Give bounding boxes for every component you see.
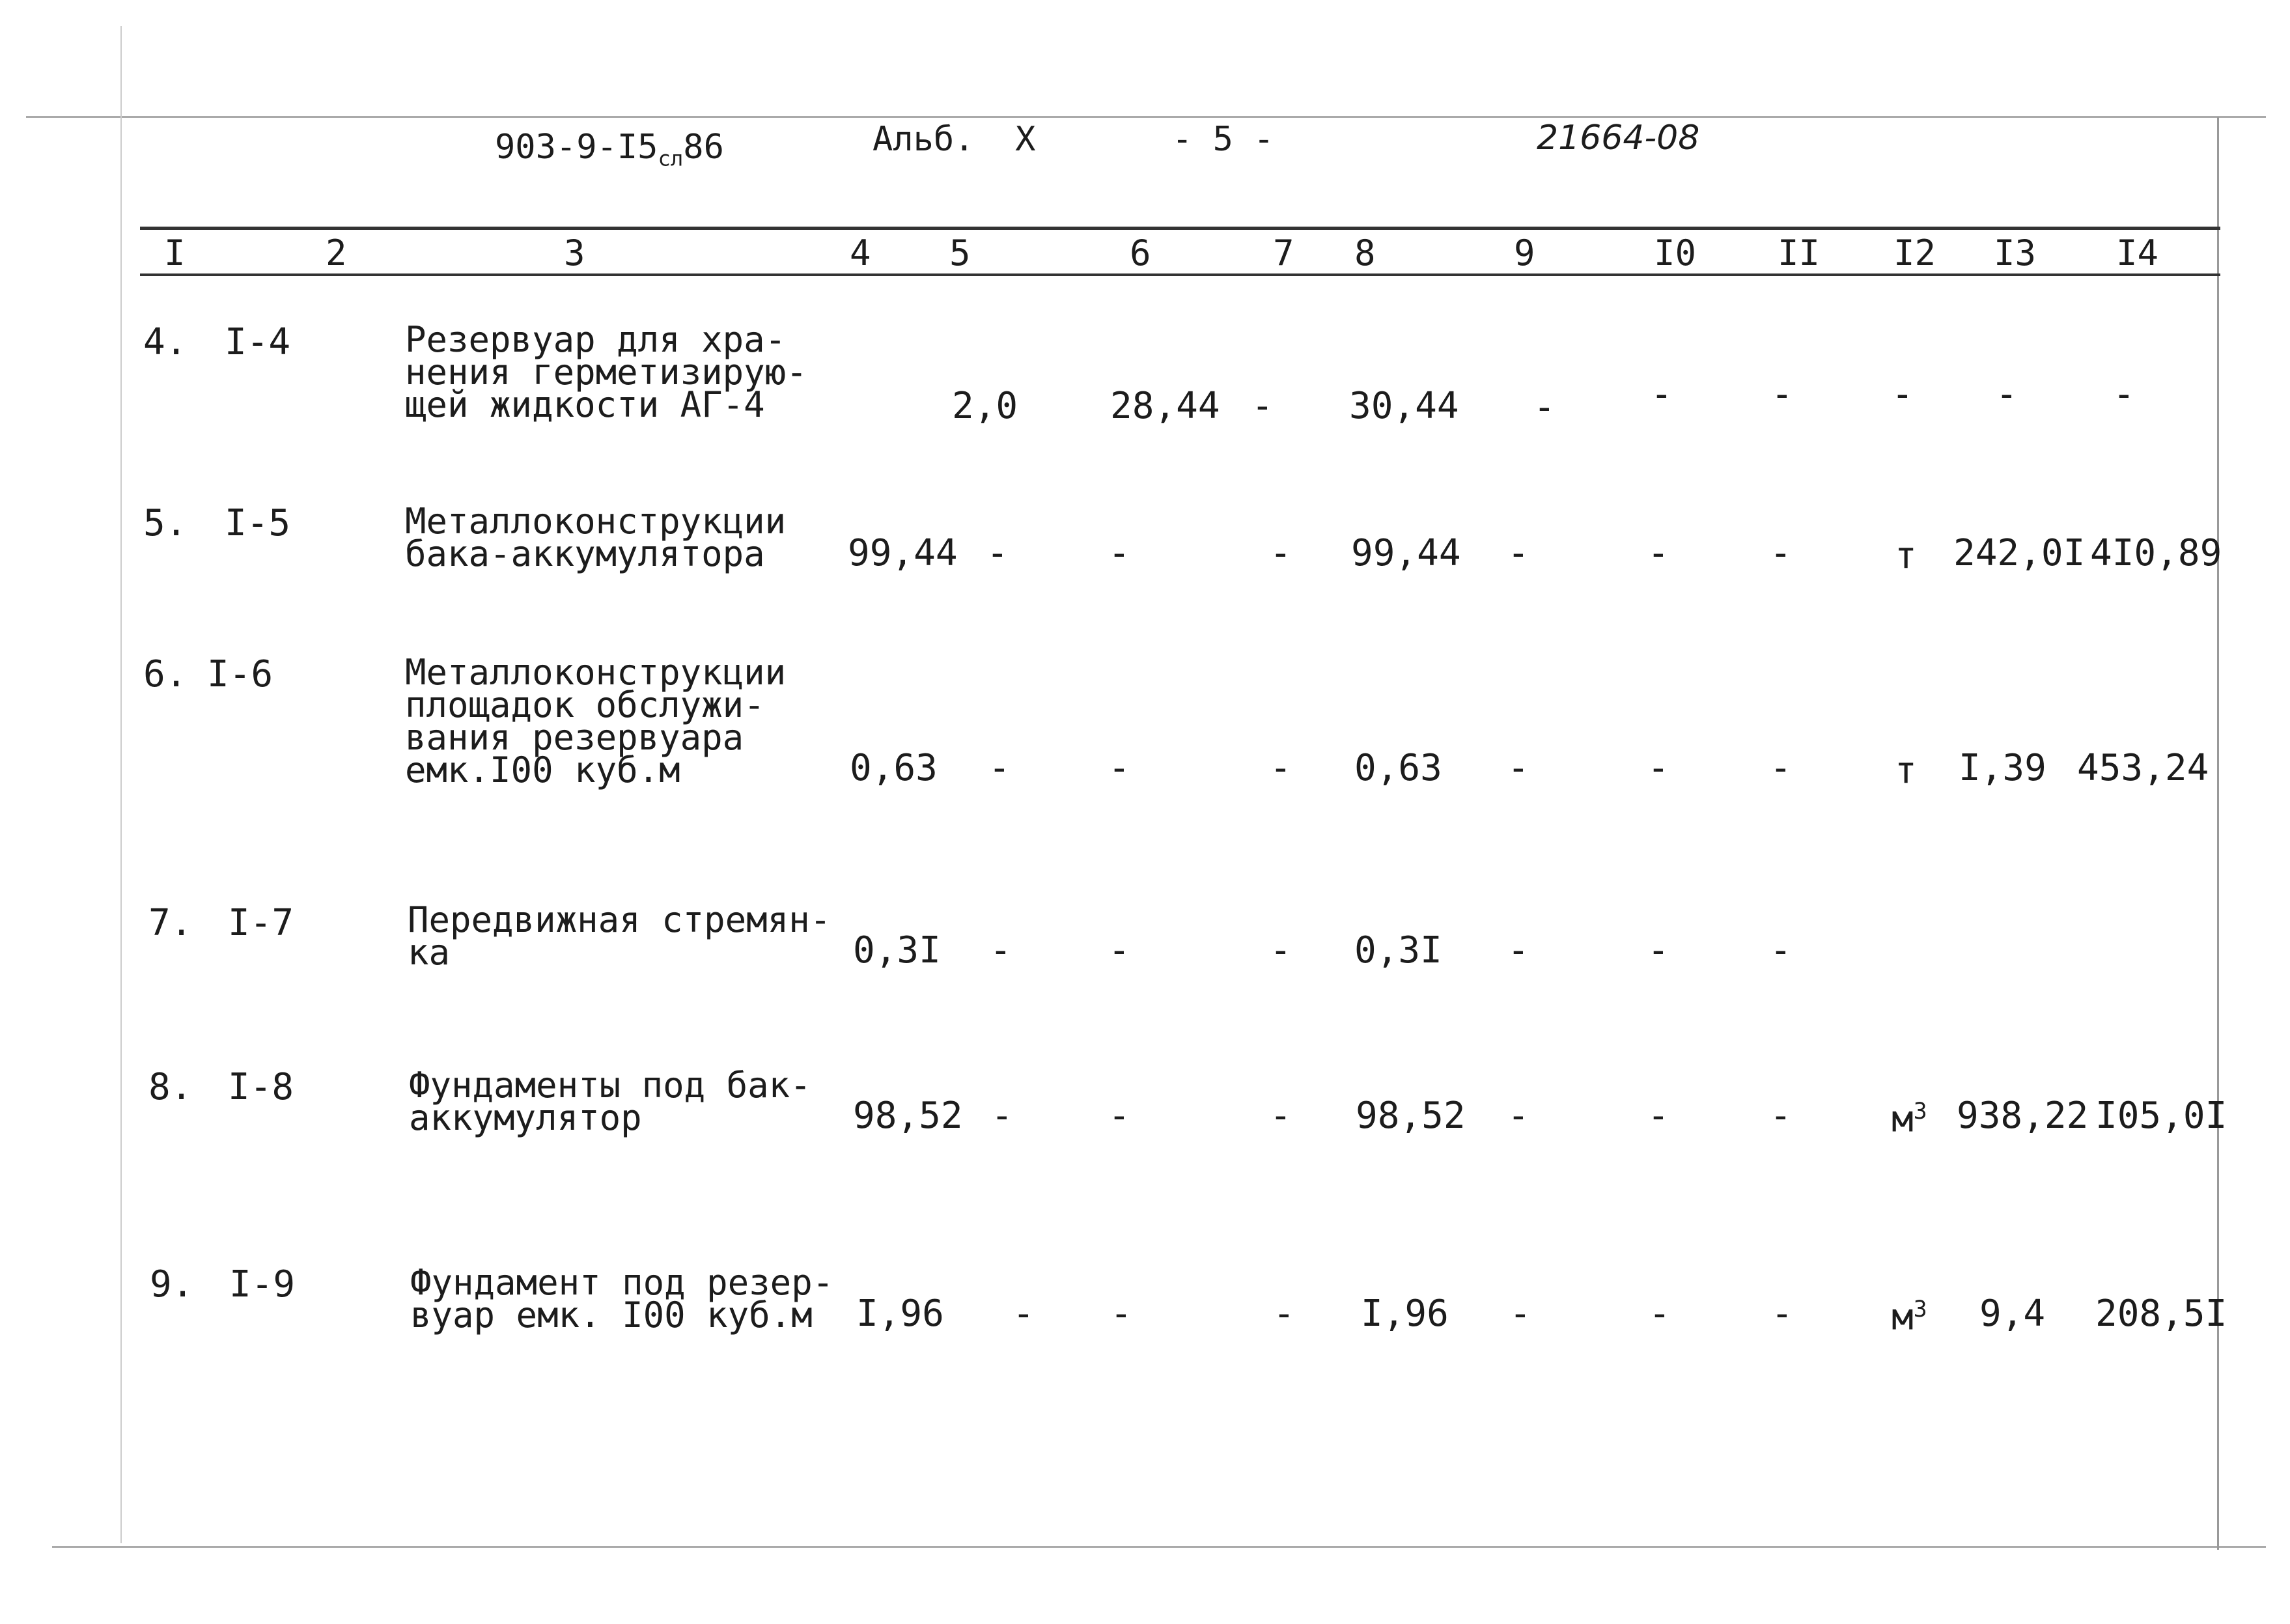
row-col10: - xyxy=(1647,532,1669,574)
row-description: Металлоконструкции бака-аккумулятора xyxy=(405,501,787,574)
row-col8: 0,3I xyxy=(1354,929,1442,972)
row-col7: - xyxy=(1273,1293,1295,1335)
column-header-top-line xyxy=(140,227,2220,230)
right-border-line xyxy=(2217,117,2219,1550)
row-col10: - xyxy=(1649,1293,1671,1335)
row-code: I-9 xyxy=(229,1263,296,1306)
row-description: Передвижная стремян- ка xyxy=(408,899,831,973)
row-col13: 9,4 xyxy=(1979,1293,2046,1335)
row-col12: $м^3$ xyxy=(1892,1296,1927,1339)
row-description: Фундаменты под бак- аккумулятор xyxy=(409,1065,811,1138)
row-col10: - xyxy=(1651,373,1673,415)
row-col14: 208,5I xyxy=(2095,1293,2227,1335)
row-col11: - xyxy=(1770,532,1792,574)
row-col5: - xyxy=(990,929,1012,972)
row-col8: 30,44 xyxy=(1349,385,1459,427)
row-number: 7. xyxy=(148,902,193,944)
left-margin-line xyxy=(120,26,122,1543)
row-col6: - xyxy=(1108,747,1130,789)
bottom-border-line xyxy=(52,1546,2266,1548)
row-description: Резервуар для хра- нения герметизирую- щей жидкости АГ-4 xyxy=(405,319,807,425)
row-col14: 453,24 xyxy=(2077,747,2209,789)
row-col5: - xyxy=(991,1095,1013,1137)
row-col10: - xyxy=(1647,1095,1669,1137)
row-col12: - xyxy=(1892,373,1914,415)
row-col4: 99,44 xyxy=(848,532,958,574)
row-col13: - xyxy=(1996,373,2018,415)
row-number: 4. xyxy=(143,321,188,363)
col-header-9: 9 xyxy=(1514,232,1535,273)
row-col9: - xyxy=(1507,747,1529,789)
row-col8: 98,52 xyxy=(1356,1095,1466,1137)
row-col5: - xyxy=(986,532,1009,574)
col-header-1: I xyxy=(164,232,186,273)
row-col9: - xyxy=(1507,1095,1529,1137)
row-col11: - xyxy=(1771,1293,1793,1335)
row-col7: - xyxy=(1251,385,1274,427)
row-col12: $м^3$ xyxy=(1892,1098,1927,1141)
row-col9: - xyxy=(1509,1293,1531,1335)
row-col14: - xyxy=(2113,373,2135,415)
row-col13: I,39 xyxy=(1959,747,2046,789)
row-col12: т xyxy=(1895,749,1917,792)
row-col4: 98,52 xyxy=(853,1095,963,1137)
album-label: Альб. X xyxy=(873,120,1036,159)
row-number: 6. xyxy=(143,653,188,695)
row-col6: - xyxy=(1110,1293,1132,1335)
row-col11: - xyxy=(1770,1095,1792,1137)
row-description: Металлоконструкции площадок обслужи- вания резервуара емк.I00 куб.м xyxy=(405,652,787,791)
col-header-10: I0 xyxy=(1654,232,1697,273)
row-col8: I,96 xyxy=(1361,1293,1449,1335)
row-col10: - xyxy=(1647,747,1669,789)
row-col8: 99,44 xyxy=(1351,532,1461,574)
row-code: I-5 xyxy=(225,502,291,544)
row-col6: - xyxy=(1108,929,1130,972)
row-col4: 0,3I xyxy=(853,929,941,972)
row-col14: I05,0I xyxy=(2095,1095,2227,1137)
row-col14: 4I0,89 xyxy=(2090,532,2222,574)
row-col13: 938,22 xyxy=(1957,1095,2089,1137)
row-description: Фундамент под резер- вуар емк. I00 куб.м xyxy=(410,1262,834,1336)
row-col6: - xyxy=(1108,532,1130,574)
row-code: I-4 xyxy=(225,321,291,363)
col-header-14: I4 xyxy=(2116,232,2159,273)
col-header-5: 5 xyxy=(949,232,971,273)
row-col9: - xyxy=(1507,532,1529,574)
row-col11: - xyxy=(1770,929,1792,972)
col-header-8: 8 xyxy=(1354,232,1376,273)
inventory-number: 21664-08 xyxy=(1537,119,1700,158)
column-header-bottom-line xyxy=(140,273,2220,276)
row-col5: 2,0 xyxy=(952,385,1018,427)
col-header-2: 2 xyxy=(326,232,347,273)
row-code: I-6 xyxy=(207,653,273,695)
row-col4: 0,63 xyxy=(850,747,938,789)
col-header-4: 4 xyxy=(850,232,871,273)
row-col8: 0,63 xyxy=(1354,747,1442,789)
col-header-13: I3 xyxy=(1994,232,2037,273)
document-code: $903-9-I5_{сл}86$ xyxy=(495,128,724,171)
row-col7: - xyxy=(1270,532,1292,574)
row-col6: 28,44 xyxy=(1110,385,1220,427)
row-col7: - xyxy=(1270,1095,1292,1137)
row-col12: т xyxy=(1895,535,1917,577)
row-code: I-7 xyxy=(228,902,294,944)
row-number: 9. xyxy=(150,1263,194,1306)
row-number: 5. xyxy=(143,502,188,544)
row-code: I-8 xyxy=(228,1066,294,1108)
row-col5: - xyxy=(988,747,1011,789)
top-border-line xyxy=(26,116,2266,118)
col-header-12: I2 xyxy=(1893,232,1936,273)
row-col9: - xyxy=(1533,386,1556,428)
row-col6: - xyxy=(1108,1095,1130,1137)
page-number: - 5 - xyxy=(1172,120,1274,159)
col-header-11: II xyxy=(1778,232,1821,273)
row-col7: - xyxy=(1270,929,1292,972)
col-header-7: 7 xyxy=(1273,232,1294,273)
row-col11: - xyxy=(1771,373,1793,415)
row-col7: - xyxy=(1270,747,1292,789)
row-col5: - xyxy=(1012,1293,1035,1335)
row-col9: - xyxy=(1507,929,1529,972)
row-col10: - xyxy=(1647,929,1669,972)
col-header-6: 6 xyxy=(1130,232,1151,273)
row-col11: - xyxy=(1770,747,1792,789)
row-col13: 242,0I xyxy=(1953,532,2086,574)
col-header-3: 3 xyxy=(564,232,585,273)
row-number: 8. xyxy=(148,1066,193,1108)
row-col4: I,96 xyxy=(856,1293,944,1335)
